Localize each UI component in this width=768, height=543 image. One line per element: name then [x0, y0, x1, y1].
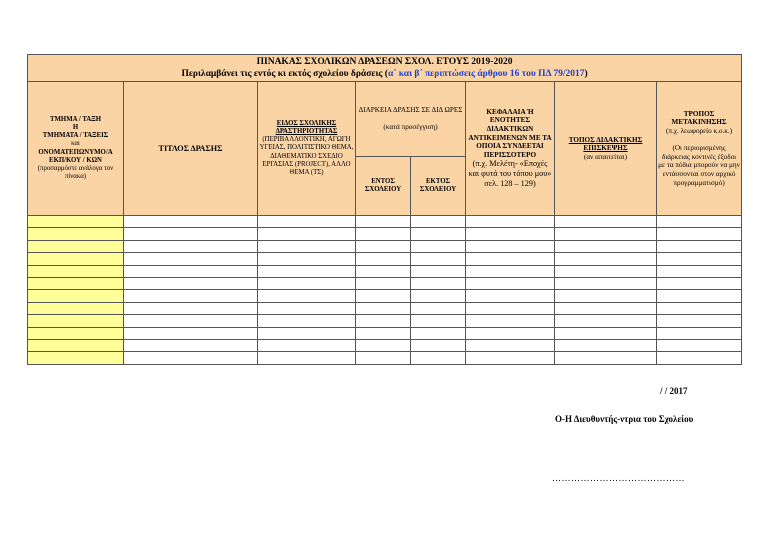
table-cell[interactable]: [124, 265, 258, 277]
table-cell[interactable]: [466, 327, 555, 339]
table-cell[interactable]: [555, 290, 657, 302]
table-cell[interactable]: [555, 327, 657, 339]
table-cell[interactable]: [356, 327, 411, 339]
table-cell[interactable]: [555, 277, 657, 289]
table-cell[interactable]: [657, 277, 742, 289]
table-cell[interactable]: [258, 290, 356, 302]
table-cell[interactable]: [466, 265, 555, 277]
table-row: [28, 352, 742, 364]
table-cell[interactable]: [411, 228, 466, 240]
table-cell[interactable]: [258, 302, 356, 314]
table-cell[interactable]: [356, 253, 411, 265]
table-cell[interactable]: [124, 339, 258, 351]
table-cell[interactable]: [555, 352, 657, 364]
legal-reference-link[interactable]: α΄ και β΄ περιπτώσεις άρθρου 16 του ΠΔ 79/2017: [387, 69, 585, 79]
table-cell[interactable]: [555, 216, 657, 228]
table-cell[interactable]: [555, 302, 657, 314]
table-cell[interactable]: [466, 253, 555, 265]
table-cell[interactable]: [356, 302, 411, 314]
table-cell[interactable]: [28, 315, 124, 327]
table-cell[interactable]: [356, 228, 411, 240]
signatory-label: Ο-Η Διευθυντής-ντρια του Σχολείου: [555, 414, 694, 424]
table-cell[interactable]: [28, 240, 124, 252]
table-cell[interactable]: [555, 315, 657, 327]
table-cell[interactable]: [258, 315, 356, 327]
table-cell[interactable]: [657, 240, 742, 252]
table-cell[interactable]: [28, 327, 124, 339]
table-cell[interactable]: [356, 265, 411, 277]
table-title: ΠΙΝΑΚΑΣ ΣΧΟΛΙΚΩΝ ΔΡΑΣΕΩΝ ΣΧΟΛ. ΕΤΟΥΣ 2019-2020: [256, 57, 513, 67]
table-cell[interactable]: [466, 302, 555, 314]
table-cell[interactable]: [555, 253, 657, 265]
table-cell[interactable]: [356, 352, 411, 364]
activities-table: [27, 54, 742, 365]
table-cell[interactable]: [411, 216, 466, 228]
date-field: / / 2017: [660, 386, 688, 396]
table-cell[interactable]: [466, 216, 555, 228]
table-cell[interactable]: [28, 253, 124, 265]
table-row: [28, 240, 742, 252]
table-cell[interactable]: [466, 352, 555, 364]
table-cell[interactable]: [411, 240, 466, 252]
table-cell[interactable]: [258, 352, 356, 364]
table-cell[interactable]: [258, 339, 356, 351]
table-cell[interactable]: [657, 253, 742, 265]
table-cell[interactable]: [258, 265, 356, 277]
table-cell[interactable]: [411, 352, 466, 364]
header-in-school: ΕΝΤΟΣ ΣΧΟΛΕΙΟΥ: [356, 157, 411, 216]
table-row: [28, 253, 742, 265]
table-cell[interactable]: [28, 216, 124, 228]
table-row: [28, 339, 742, 351]
table-cell[interactable]: [466, 228, 555, 240]
header-visit-place: ΤΟΠΟΣ ΔΙΔΑΚΤΙΚΗΣ ΕΠΙΣΚΕΨΗΣ (αν απαιτείται): [555, 82, 657, 216]
header-transport: ΤΡΟΠΟΣ ΜΕΤΑΚΙΝΗΣΗΣ (π.χ. λεωφορείο κ.ο.κ.) (Οι περιορισμένης διάρκειας κοντινές έξοδοι με τα πόδια μπορούν να μην εντάσσονται στον αρχικό προγραμματισμό): [657, 82, 742, 216]
table-cell[interactable]: [657, 315, 742, 327]
header-out-school: ΕΚΤΟΣ ΣΧΟΛΕΙΟΥ: [411, 157, 466, 216]
table-cell[interactable]: [411, 315, 466, 327]
table-title-cell: [28, 55, 742, 82]
table-cell[interactable]: [258, 216, 356, 228]
table-subtitle-suffix: ): [584, 69, 588, 79]
signature-line: ……………………………………: [552, 473, 685, 483]
table-cell[interactable]: [356, 315, 411, 327]
table-cell[interactable]: [411, 265, 466, 277]
table-cell[interactable]: [411, 290, 466, 302]
table-cell[interactable]: [124, 290, 258, 302]
table-cell[interactable]: [466, 339, 555, 351]
table-row: [28, 277, 742, 289]
table-cell[interactable]: [411, 327, 466, 339]
table-cell[interactable]: [28, 352, 124, 364]
activities-table-sheet: [27, 54, 741, 365]
table-cell[interactable]: [657, 327, 742, 339]
table-cell[interactable]: [28, 290, 124, 302]
table-row: [28, 315, 742, 327]
header-activity-title: ΤΙΤΛΟΣ ΔΡΑΣΗΣ: [124, 82, 258, 216]
table-cell[interactable]: [466, 240, 555, 252]
table-cell[interactable]: [555, 265, 657, 277]
table-cell[interactable]: [356, 216, 411, 228]
table-cell[interactable]: [411, 253, 466, 265]
table-cell[interactable]: [356, 290, 411, 302]
table-cell[interactable]: [356, 339, 411, 351]
table-cell[interactable]: [411, 302, 466, 314]
table-row: [28, 290, 742, 302]
table-cell[interactable]: [555, 228, 657, 240]
table-cell[interactable]: [657, 228, 742, 240]
table-row: [28, 265, 742, 277]
table-row: [28, 216, 742, 228]
table-cell[interactable]: [28, 277, 124, 289]
table-cell[interactable]: [356, 240, 411, 252]
header-curriculum-units: ΚΕΦΑΛΑΙΑ Ή ΕΝΟΤΗΤΕΣ ΔΙΔΑΚΤΙΚΩΝ ΑΝΤΙΚΕΙΜΕΝΩΝ ΜΕ ΤΑ ΟΠΟΙΑ ΣΥΝΔΕΕΤΑΙ ΠΕΡΙΣΣΟΤΕΡΟ (π.χ. Μελέτη- «Εποχές και φυτά του τόπου μου» σελ. 128 – 129): [466, 82, 555, 216]
table-cell[interactable]: [28, 339, 124, 351]
table-cell[interactable]: [124, 315, 258, 327]
table-row: [28, 228, 742, 240]
table-cell[interactable]: [124, 327, 258, 339]
table-cell[interactable]: [657, 352, 742, 364]
table-row: [28, 327, 742, 339]
table-cell[interactable]: [555, 240, 657, 252]
table-cell[interactable]: [124, 352, 258, 364]
table-cell[interactable]: [657, 265, 742, 277]
table-cell[interactable]: [466, 290, 555, 302]
table-cell[interactable]: [466, 315, 555, 327]
table-cell[interactable]: [657, 302, 742, 314]
table-cell[interactable]: [258, 253, 356, 265]
header-class-teacher: ΤΜΗΜΑ / ΤΑΞΗ Η ΤΜΗΜΑΤΑ / ΤΑΞΕΙΣ και ΟΝΟΜΑΤΕΠΩΝΥΜΟ/Α ΕΚΠ/ΚΟΥ / ΚΩΝ (προσαρμόστε ανάλογα τον πίνακα): [28, 82, 124, 216]
table-row: [28, 302, 742, 314]
table-cell[interactable]: [258, 228, 356, 240]
table-cell[interactable]: [555, 339, 657, 351]
table-cell[interactable]: [258, 240, 356, 252]
table-cell[interactable]: [124, 228, 258, 240]
header-duration: ΔΙΑΡΚΕΙΑ ΔΡΑΣΗΣ ΣΕ ΔΙΔ ΩΡΕΣ (κατά προσέγγιση): [356, 82, 466, 157]
table-cell[interactable]: [124, 277, 258, 289]
header-activity-type: ΕΙΔΟΣ ΣΧΟΛΙΚΗΣ ΔΡΑΣΤΗΡΙΟΤΗΤΑΣ (ΠΕΡΙΒΑΛΛΟΝΤΙΚΗ, ΑΓΩΓΗ ΥΓΕΙΑΣ, ΠΟΛΙΤΙΣΤΙΚΟ ΘΕΜΑ, ΔΙΑΘΕΜΑΤΙΚΟ ΣΧΕΔΙΟ ΕΡΓΑΣΙΑΣ (PROJECT), ΑΛΛΟ ΘΕΜΑ (ΤΣ): [258, 82, 356, 216]
table-cell[interactable]: [657, 216, 742, 228]
table-cell[interactable]: [124, 240, 258, 252]
table-cell[interactable]: [28, 228, 124, 240]
table-cell[interactable]: [28, 265, 124, 277]
table-cell[interactable]: [411, 339, 466, 351]
table-cell[interactable]: [258, 277, 356, 289]
table-cell[interactable]: [28, 302, 124, 314]
table-cell[interactable]: [657, 339, 742, 351]
table-cell[interactable]: [657, 290, 742, 302]
table-cell[interactable]: [466, 277, 555, 289]
table-cell[interactable]: [124, 253, 258, 265]
table-cell[interactable]: [258, 327, 356, 339]
table-cell[interactable]: [124, 302, 258, 314]
table-subtitle-prefix: Περιλαμβάνει τις εντός κι εκτός σχολείου δράσεις (: [181, 69, 388, 79]
table-cell[interactable]: [124, 216, 258, 228]
table-cell[interactable]: [411, 277, 466, 289]
table-cell[interactable]: [356, 277, 411, 289]
